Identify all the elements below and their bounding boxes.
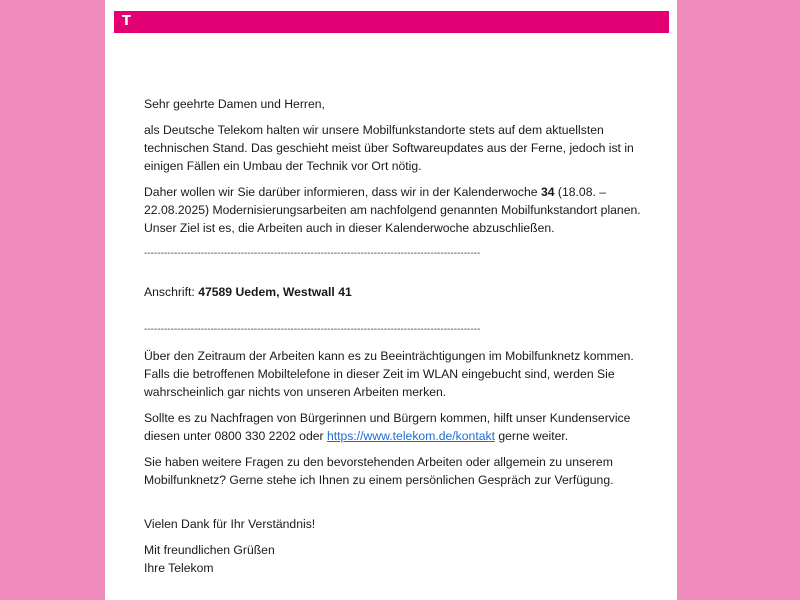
schedule-text-before: Daher wollen wir Sie darüber informieren, dass wir in der Kalenderwoche	[144, 185, 541, 199]
calendar-week: 34	[540, 185, 555, 199]
schedule-text-after: (18.08. – 22.08.2025) Modernisierungsarbeiten am nachfolgend genannten Mobilfunkstandort planen. Unser Ziel ist es, die Arbeiten auch in dieser Kalenderwoche abzuschließen.	[144, 185, 641, 235]
paragraph-contact	[144, 409, 644, 445]
address-line	[144, 283, 644, 301]
signature-line: Ihre Telekom	[144, 561, 214, 575]
separator-top: -----------------------------------------------------------------------------------------------------	[144, 248, 481, 259]
contact-text-before: Sollte es zu Nachfragen von Bürgerinnen und Bürgern kommen, hilft unser Kundenservice diesen unter 0800 330 2202 oder	[144, 411, 631, 443]
brand-header-bar	[114, 11, 669, 33]
paragraph-impact: Über den Zeitraum der Arbeiten kann es zu Beeinträchtigungen im Mobilfunknetz kommen. Falls die betroffenen Mobiltelefone in dieser Zeit im WLAN eingebucht sind, werden Sie wahrscheinlich gar nichts von unseren Arbeiten merken.	[144, 349, 634, 399]
address-value: 47589 Uedem, Westwall 41	[198, 285, 352, 299]
paragraph-schedule	[144, 183, 644, 237]
thanks-line: Vielen Dank für Ihr Verständnis!	[144, 517, 316, 531]
paragraph-questions: Sie haben weitere Fragen zu den bevorstehenden Arbeiten oder allgemein zu unserem Mobilfunknetz? Gerne stehe ich Ihnen zu einem persönlichen Gespräch zur Verfügung.	[144, 455, 614, 487]
contact-text-after: gerne weiter.	[494, 429, 569, 443]
letter-body	[144, 95, 644, 585]
separator-bottom: -----------------------------------------------------------------------------------------------------	[144, 324, 481, 335]
telekom-logo-icon: T	[122, 14, 131, 29]
paragraph-intro: als Deutsche Telekom halten wir unsere Mobilfunkstandorte stets auf dem aktuellsten technischen Stand. Das geschieht meist über Softwareupdates aus der Ferne, jedoch ist in einigen Fällen ein Umbau der Technik vor Ort nötig.	[144, 123, 634, 173]
closing-line: Mit freundlichen Grüßen	[144, 543, 275, 557]
letter-page	[105, 0, 677, 600]
contact-link[interactable]: https://www.telekom.de/kontakt	[326, 429, 495, 443]
greeting: Sehr geehrte Damen und Herren,	[144, 97, 325, 111]
address-label: Anschrift:	[144, 285, 199, 299]
